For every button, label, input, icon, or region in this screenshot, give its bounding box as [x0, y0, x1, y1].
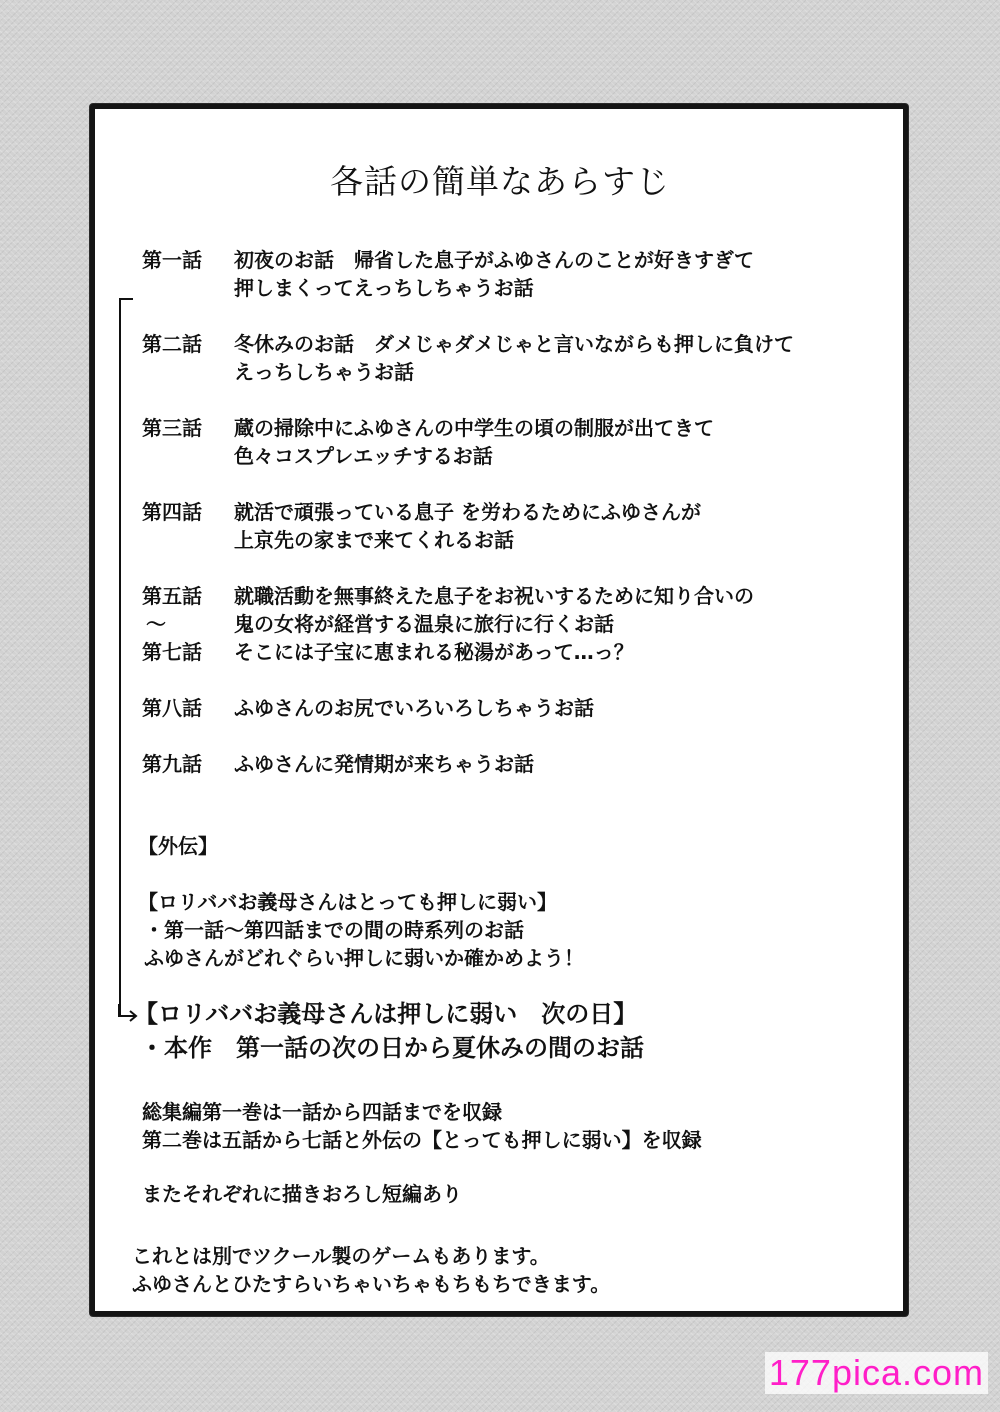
- watermark: 177pica.com: [765, 1352, 988, 1394]
- game-line-1: これとは別でツクール製のゲームもあります。: [132, 1244, 550, 1268]
- collection-line-1: 総集編第一巻は一話から四話までを収録: [142, 1100, 502, 1124]
- episode-number: 第八話: [142, 696, 202, 720]
- episode-description-cont: えっちしちゃうお話: [234, 360, 414, 384]
- page-title: 各話の簡単なあらすじ: [330, 162, 670, 201]
- episode-description: 冬休みのお話 ダメじゃダメじゃと言いながらも押しに負けて: [234, 332, 794, 356]
- episode-description-cont: 色々コスプレエッチするお話: [234, 444, 493, 468]
- episode-description-cont: 押しまくってえっちしちゃうお話: [234, 276, 534, 300]
- gaiden-title: 【ロリババお義母さんはとっても押しに弱い】: [138, 890, 557, 914]
- episode-3: [142, 414, 714, 442]
- episode-range-tilde: ～: [146, 612, 166, 636]
- episode-number: 第九話: [142, 752, 202, 776]
- episode-9: [142, 750, 534, 778]
- game-line-2: ふゆさんとひたすらいちゃいちゃもちもちできます。: [132, 1272, 611, 1296]
- bracket-top: [119, 298, 133, 300]
- collection-line-2: 第二巻は五話から七話と外伝の【とっても押しに弱い】を収録: [142, 1128, 702, 1152]
- episode-description-cont: 上京先の家まで来てくれるお話: [234, 528, 514, 552]
- episode-2: [142, 330, 794, 358]
- episode-description: そこには子宝に恵まれる秘湯があって…っ？: [234, 640, 634, 664]
- episode-1: [142, 246, 754, 274]
- episode-number: 第三話: [142, 416, 202, 440]
- episode-description: ふゆさんに発情期が来ちゃうお話: [234, 752, 534, 776]
- episode-description: 蔵の掃除中にふゆさんの中学生の頃の制服が出てきて: [234, 416, 714, 440]
- episode-number: 第一話: [142, 248, 202, 272]
- episode-number: 第二話: [142, 332, 202, 356]
- episode-5: [142, 582, 754, 610]
- episode-4: [142, 498, 701, 526]
- bracket-line: [119, 298, 121, 1015]
- current-title: 【ロリババお義母さんは押しに弱い 次の日】: [134, 1000, 638, 1028]
- episode-description: ふゆさんのお尻でいろいろしちゃうお話: [234, 696, 594, 720]
- episode-description: 就活で頑張っている息子 を労わるためにふゆさんが: [234, 500, 701, 524]
- current-line-1: ・本作 第一話の次の日から夏休みの間のお話: [140, 1034, 644, 1062]
- episode-number: 第四話: [142, 500, 202, 524]
- episode-description: 就職活動を無事終えた息子をお祝いするために知り合いの: [234, 584, 754, 608]
- episode-number: 第五話: [142, 584, 202, 608]
- episode-8: [142, 694, 594, 722]
- gaiden-heading: 【外伝】: [138, 834, 218, 858]
- episode-description: 初夜のお話 帰省した息子がふゆさんのことが好きすぎて: [234, 248, 754, 272]
- episode-description-cont: 鬼の女将が経営する温泉に旅行に行くお話: [234, 612, 614, 636]
- episode-number: 第七話: [142, 640, 202, 664]
- gaiden-line-1: ・第一話～第四話までの間の時系列のお話: [144, 918, 524, 942]
- collection-line-3: またそれぞれに描きおろし短編あり: [142, 1182, 462, 1206]
- episode-7: [142, 638, 634, 666]
- gaiden-line-2: ふゆさんがどれぐらい押しに弱いか確かめよう！: [144, 946, 584, 970]
